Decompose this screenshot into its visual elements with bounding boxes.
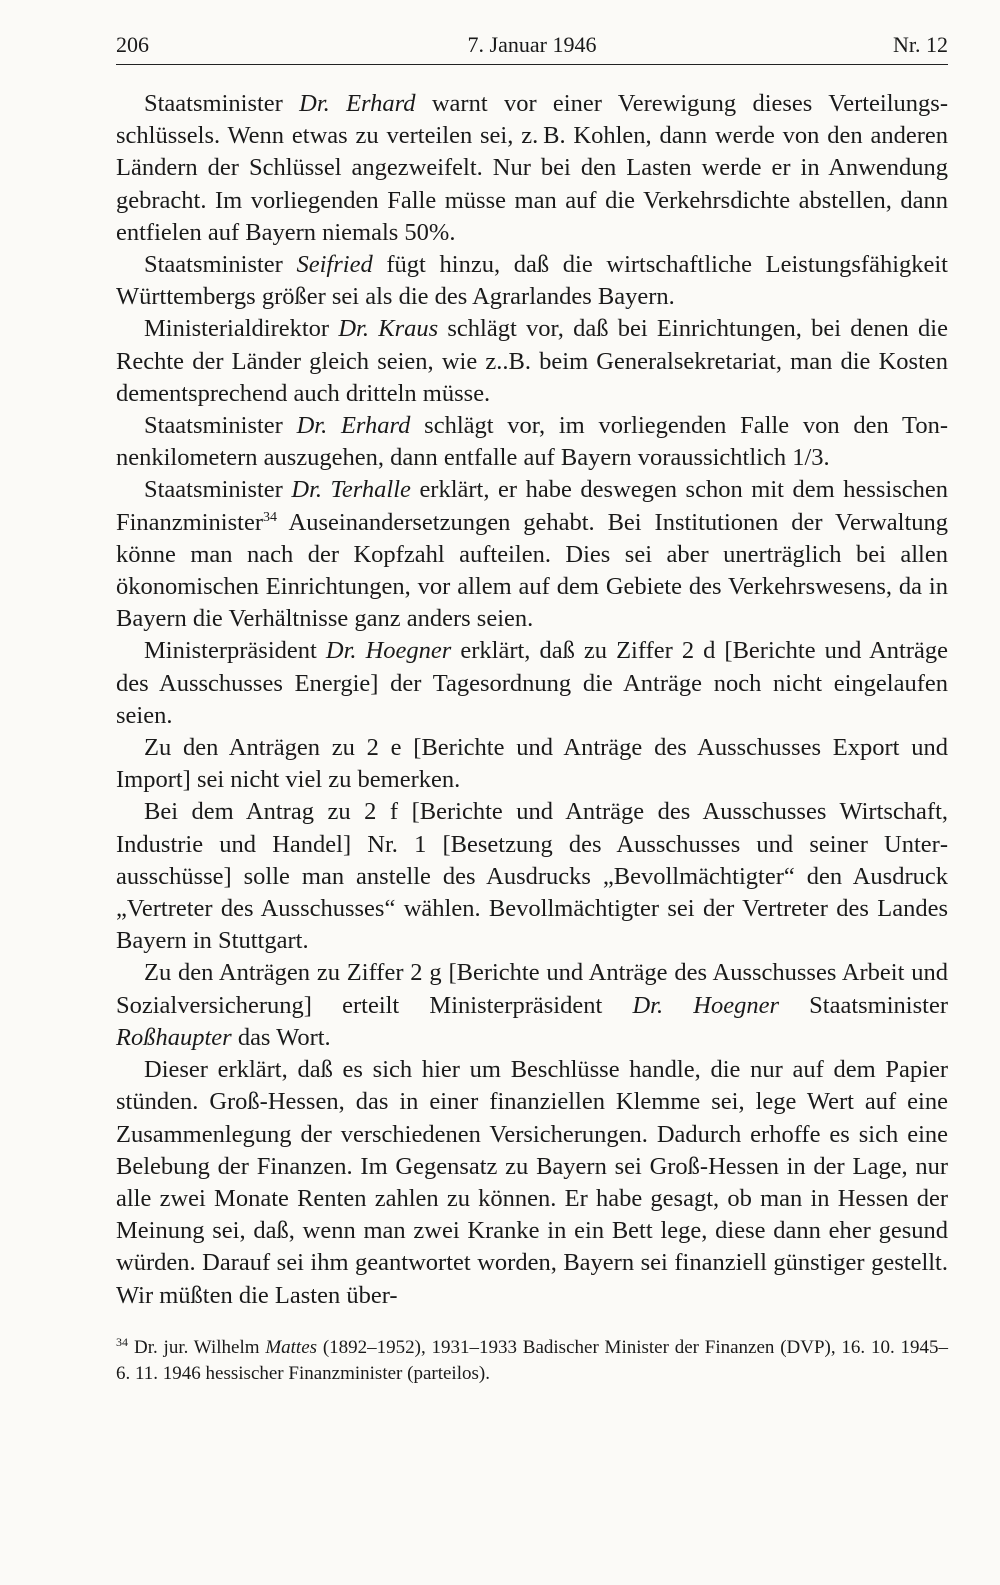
issue-number: Nr. 12	[893, 32, 948, 57]
paragraph: Staatsminister Seifried fügt hinzu, daß die wirtschaftliche Leistungsfähigkeit Württembergs größer sei als die des Agrarlandes Bayern.	[116, 251, 948, 311]
person-name: Seifried	[296, 251, 373, 279]
person-name: Roßhaupter	[116, 1023, 232, 1051]
paragraph: Staatsminister Dr. Terhalle erklärt, er habe deswegen schon mit dem hessischen Finanzminister$^{34}$ Auseinandersetzungen gehabt. Bei Institutionen der Verwaltung könne man nach der Kopfzahl aufteilen. Dies sei aber unerträglich bei allen ökonomischen Einrichtungen, vor allem auf dem Gebiete des Verkehrswesens, da in Bayern die Verhältnisse ganz anders seien.	[116, 476, 948, 633]
person-name: Mattes	[265, 1337, 318, 1358]
paragraph: Zu den Anträgen zu Ziffer 2 g [Berichte und Anträge des Ausschusses Arbeit und Sozialversicherung] erteilt Ministerpräsident Dr. Hoegner Staatsminister Roßhaupter das Wort.	[116, 959, 948, 1051]
person-name: Dr. Hoegner	[632, 991, 779, 1019]
person-name: Dr. Erhard	[296, 412, 411, 440]
person-name: Dr. Terhalle	[291, 476, 411, 504]
paragraph: Staatsminister Dr. Erhard schlägt vor, im vorliegenden Falle von den Tonnenkilometern auszugehen, dann entfalle auf Bayern voraussichtlich 1/3.	[116, 412, 948, 472]
paragraph: Bei dem Antrag zu 2 f [Berichte und Anträge des Ausschusses Wirtschaft, Industrie und Handel] Nr. 1 [Besetzung des Ausschusses und seiner Unterausschüsse] solle man anstelle des Ausdrucks „Bevollmächtigter“ den Ausdruck „Vertreter des Ausschusses“ wählen. Bevollmächtigter sei der Vertreter des Landes Bayern in Stuttgart.	[116, 798, 948, 955]
paragraph: Staatsminister Dr. Erhard warnt vor einer Verewigung dieses Verteilungsschlüssels. Wenn etwas zu verteilen sei, z. B. Kohlen, dann werde von den anderen Ländern der Schlüssel angezweifelt. Nur bei den Lasten werde er in Anwendung gebracht. Im vorliegenden Falle müsse man auf die Verkehrsdichte abstellen, dann entfielen auf Bayern niemals 50%.	[116, 90, 948, 246]
person-name: Dr. Kraus	[338, 315, 439, 343]
footnote-reference[interactable]: 34	[262, 509, 277, 525]
header-date: 7. Januar 1946	[467, 32, 597, 57]
person-name: Dr. Hoegner	[325, 637, 452, 665]
paragraph: Dieser erklärt, daß es sich hier um Beschlüsse handle, die nur auf dem Papier stünden. Groß-Hessen, das in einer finanziellen Klemme sei, lege Wert auf eine Zusammenlegung der verschiedenen Versicherungen. Dadurch erhoffe es sich eine Belebung der Finanzen. Im Gegensatz zu Bayern sei Groß-Hessen in der Lage, nur alle zwei Monate Renten zahlen zu können. Er habe gesagt, ob man in Hessen der Meinung sei, daß, wenn man zwei Kranke in ein Bett lege, diese dann eher gesund würden. Darauf sei ihm geantwortet worden, Bayern sei finanziell günstiger gestellt. Wir müßten die Lasten über-	[116, 1056, 948, 1309]
running-header	[116, 26, 948, 65]
paragraph: Zu den Anträgen zu 2 e [Berichte und Anträge des Ausschusses Export und Import] sei nicht viel zu bemerken.	[116, 734, 948, 794]
person-name: Dr. Erhard	[299, 90, 416, 117]
body-text	[116, 88, 948, 1312]
page-number: 206	[116, 32, 149, 57]
paragraph: Ministerialdirektor Dr. Kraus schlägt vor, daß bei Einrichtungen, bei denen die Rechte der Länder gleich seien, wie z..B. beim Generalsekretariat, man die Kosten dementsprechend auch dritteln müsse.	[116, 315, 948, 407]
footnote-mark: 34	[116, 1335, 128, 1349]
paragraph: Ministerpräsident Dr. Hoegner erklärt, daß zu Ziffer 2 d [Berichte und Anträge des Ausschusses Energie] der Tagesordnung die Anträge noch nicht eingelaufen seien.	[116, 637, 948, 729]
footnote: $^{34}$ Dr. jur. Wilhelm Mattes (1892–1952), 1931–1933 Badischer Minister der Finanzen (DVP), 16. 10. 1945–6. 11. 1946 hessischer Finanzminister (parteilos).	[116, 1335, 948, 1384]
